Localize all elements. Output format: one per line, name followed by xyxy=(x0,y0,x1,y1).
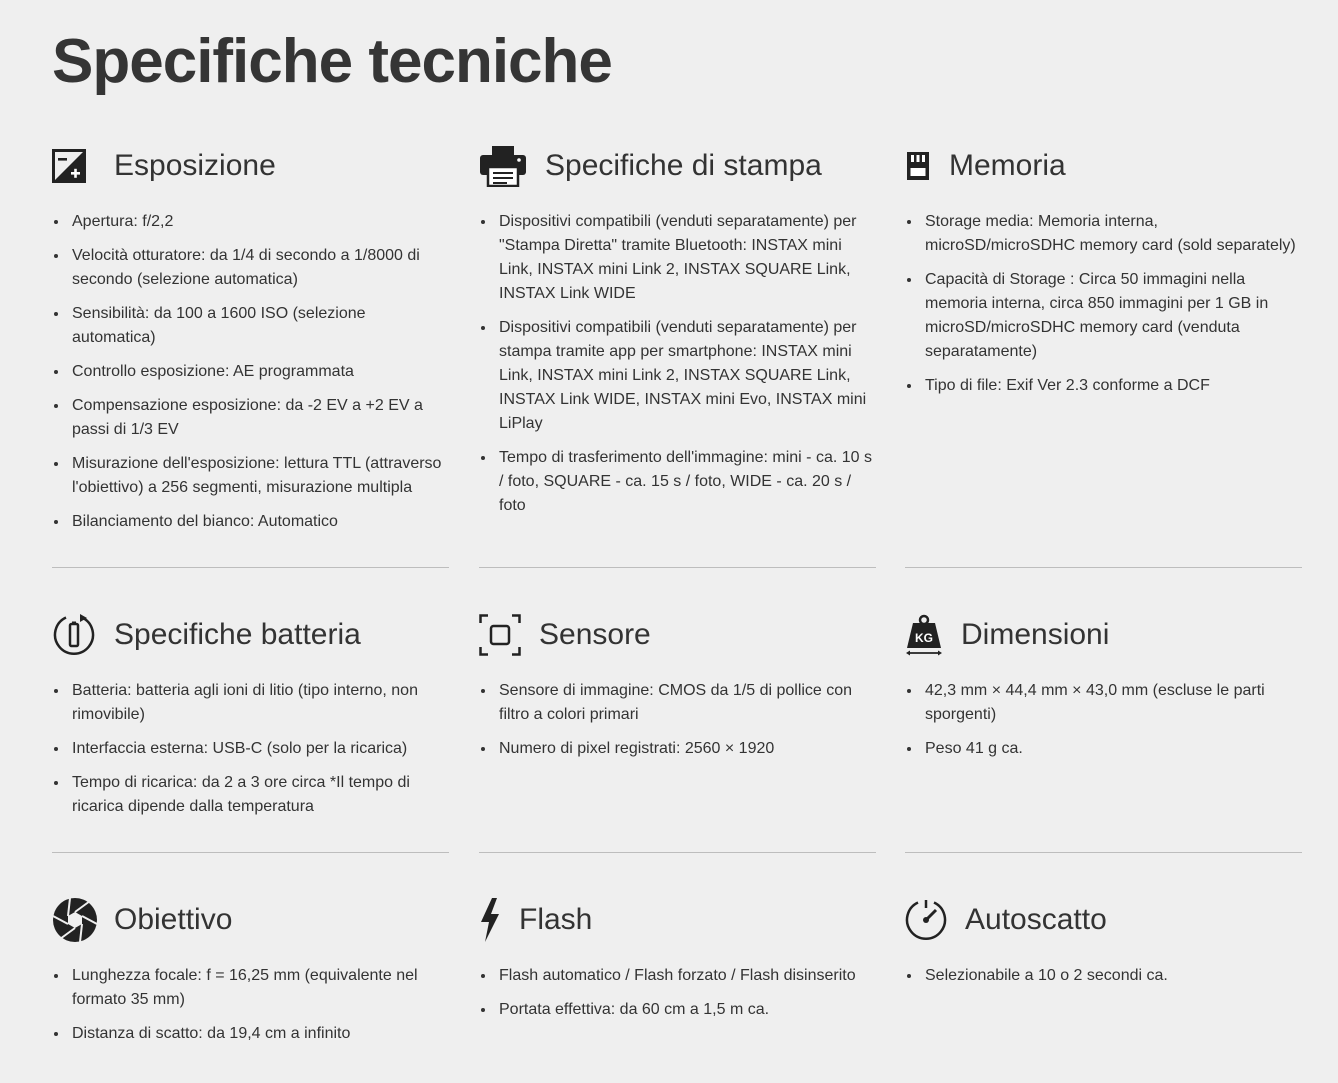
spec-list xyxy=(905,679,1302,761)
self-timer-icon xyxy=(905,897,949,943)
spec-item: Tempo di trasferimento dell'immagine: mini - ca. 10 s / foto, SQUARE - ca. 15 s / foto, WIDE - ca. 20 s / foto xyxy=(479,446,876,518)
spec-item: Numero di pixel registrati: 2560 × 1920 xyxy=(479,737,876,761)
sensor-frame-icon xyxy=(479,612,523,658)
section-obiettivo xyxy=(52,896,449,1056)
spec-item: Portata effettiva: da 60 cm a 1,5 m ca. xyxy=(479,998,876,1022)
section-dimensioni xyxy=(905,611,1302,771)
spec-item: Tempo di ricarica: da 2 a 3 ore circa *Il tempo di ricarica dipende dalla temperatura xyxy=(52,771,449,819)
spec-item: Dispositivi compatibili (venduti separatamente) per stampa tramite app per smartphone: INSTAX mini Link, INSTAX mini Link 2, INSTAX SQUARE Link, INSTAX Link WIDE, INSTAX mini Evo, INSTAX mini LiPlay xyxy=(479,316,876,436)
spec-item: Flash automatico / Flash forzato / Flash disinserito xyxy=(479,964,876,988)
section-divider xyxy=(905,852,1302,853)
spec-list xyxy=(905,210,1302,398)
spec-item: Controllo esposizione: AE programmata xyxy=(52,360,449,384)
section-title: Specifiche di stampa xyxy=(545,149,822,182)
spec-list xyxy=(479,210,876,518)
section-divider xyxy=(479,852,876,853)
section-sensore xyxy=(479,611,876,771)
spec-list xyxy=(479,964,876,1022)
spec-item: Capacità di Storage : Circa 50 immagini nella memoria interna, circa 850 immagini per 1 GB in microSD/microSDHC memory card (venduta separatamente) xyxy=(905,268,1302,364)
section-title: Dimensioni xyxy=(961,618,1110,651)
section-batteria xyxy=(52,611,449,829)
spec-item: Lunghezza focale: f = 16,25 mm (equivalente nel formato 35 mm) xyxy=(52,964,449,1012)
section-header xyxy=(905,142,1302,190)
page-title: Specifiche tecniche xyxy=(52,27,612,96)
battery-charge-icon xyxy=(52,612,98,658)
spec-item: Peso 41 g ca. xyxy=(905,737,1302,761)
spec-list xyxy=(52,210,449,534)
section-header xyxy=(52,611,449,659)
spec-item: Tipo di file: Exif Ver 2.3 conforme a DCF xyxy=(905,374,1302,398)
section-flash xyxy=(479,896,876,1032)
section-header xyxy=(479,611,876,659)
sd-card-icon xyxy=(905,143,933,189)
spec-list xyxy=(479,679,876,761)
section-title: Autoscatto xyxy=(965,903,1107,936)
section-title: Specifiche batteria xyxy=(114,618,361,651)
printer-icon xyxy=(479,143,529,189)
spec-item: Bilanciamento del bianco: Automatico xyxy=(52,510,449,534)
spec-item: Interfaccia esterna: USB-C (solo per la ricarica) xyxy=(52,737,449,761)
section-divider xyxy=(479,567,876,568)
weight-kg-icon xyxy=(905,612,945,658)
spec-item: Selezionabile a 10 o 2 secondi ca. xyxy=(905,964,1302,988)
spec-item: Apertura: f/2,2 xyxy=(52,210,449,234)
spec-item: 42,3 mm × 44,4 mm × 43,0 mm (escluse le parti sporgenti) xyxy=(905,679,1302,727)
section-header xyxy=(52,896,449,944)
spec-item: Misurazione dell'esposizione: lettura TTL (attraverso l'obiettivo) a 256 segmenti, misurazione multipla xyxy=(52,452,449,500)
spec-item: Distanza di scatto: da 19,4 cm a infinito xyxy=(52,1022,449,1046)
spec-item: Batteria: batteria agli ioni di litio (tipo interno, non rimovibile) xyxy=(52,679,449,727)
spec-item: Sensore di immagine: CMOS da 1/5 di pollice con filtro a colori primari xyxy=(479,679,876,727)
spec-item: Dispositivi compatibili (venduti separatamente) per "Stampa Diretta" tramite Bluetooth: INSTAX mini Link, INSTAX mini Link 2, INSTAX SQUARE Link, INSTAX Link WIDE xyxy=(479,210,876,306)
kg-label: KG xyxy=(915,631,933,645)
section-autoscatto xyxy=(905,896,1302,998)
spec-list xyxy=(52,964,449,1046)
spec-item: Sensibilità: da 100 a 1600 ISO (selezione automatica) xyxy=(52,302,449,350)
section-divider xyxy=(52,852,449,853)
spec-list xyxy=(905,964,1302,988)
section-title: Obiettivo xyxy=(114,903,233,936)
section-header xyxy=(479,142,876,190)
section-memoria xyxy=(905,142,1302,408)
section-title: Sensore xyxy=(539,618,651,651)
spec-item: Storage media: Memoria interna, microSD/microSDHC memory card (sold separately) xyxy=(905,210,1302,258)
section-header xyxy=(52,142,449,190)
spec-item: Velocità otturatore: da 1/4 di secondo a 1/8000 di secondo (selezione automatica) xyxy=(52,244,449,292)
section-title: Memoria xyxy=(949,149,1066,182)
section-header xyxy=(905,611,1302,659)
spec-item: Compensazione esposizione: da -2 EV a +2 EV a passi di 1/3 EV xyxy=(52,394,449,442)
section-title: Esposizione xyxy=(114,149,276,182)
section-esposizione xyxy=(52,142,449,544)
section-header xyxy=(479,896,876,944)
section-header xyxy=(905,896,1302,944)
section-divider xyxy=(52,567,449,568)
section-divider xyxy=(905,567,1302,568)
exposure-compensation-icon xyxy=(52,143,98,189)
section-stampa xyxy=(479,142,876,528)
spec-list xyxy=(52,679,449,819)
lightning-bolt-icon xyxy=(479,897,503,943)
section-title: Flash xyxy=(519,903,593,936)
aperture-icon xyxy=(52,897,98,943)
